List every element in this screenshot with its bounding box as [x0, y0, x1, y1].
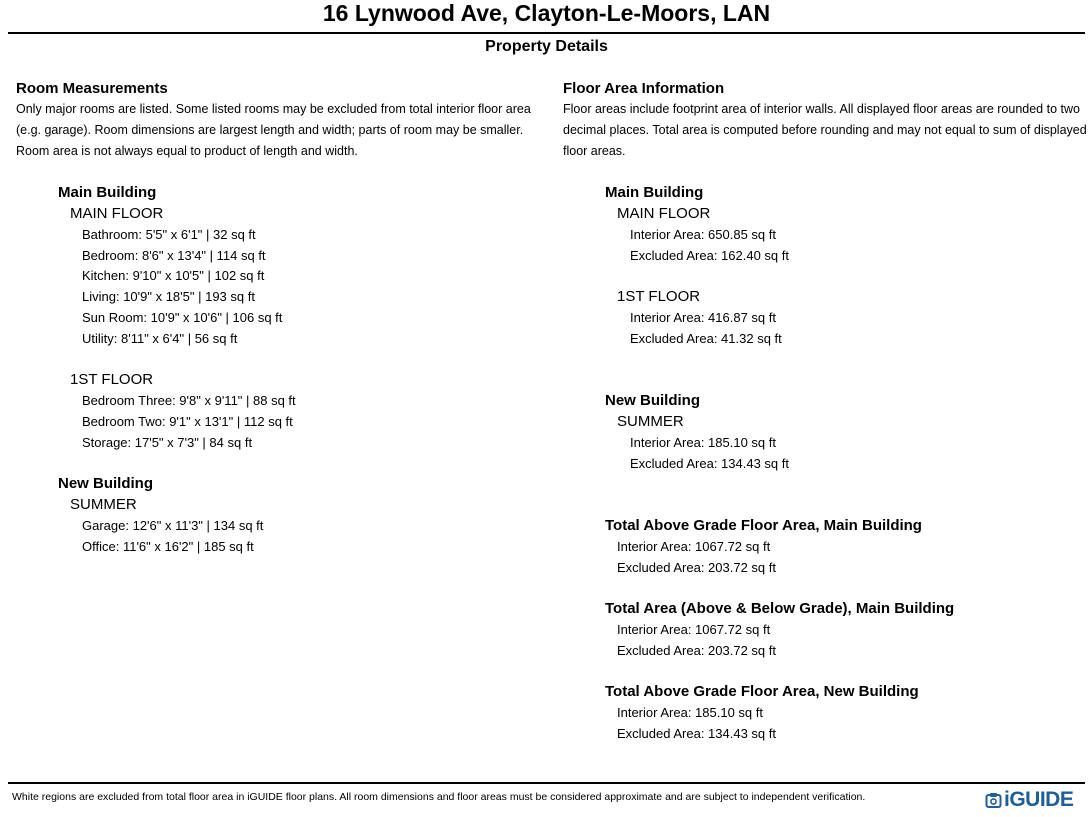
- excluded-area-row: Excluded Area: 41.32 sq ft: [630, 331, 782, 346]
- interior-area-row: Interior Area: 416.87 sq ft: [630, 310, 776, 325]
- building-heading: Main Building: [605, 184, 704, 201]
- total-heading: Total Above Grade Floor Area, New Building: [605, 683, 919, 700]
- room-row: Living: 10'9" x 18'5" | 193 sq ft: [82, 289, 255, 304]
- description-line: floor areas.: [563, 144, 626, 158]
- page-title: 16 Lynwood Ave, Clayton-Le-Moors, LAN: [322, 0, 771, 26]
- page-subtitle: Property Details: [485, 38, 608, 55]
- interior-area-row: Interior Area: 650.85 sq ft: [630, 227, 776, 242]
- excluded-area-row: Excluded Area: 162.40 sq ft: [630, 248, 789, 263]
- iguide-logo-text: iGUIDE: [1004, 788, 1074, 811]
- interior-area-row: Interior Area: 185.10 sq ft: [630, 435, 776, 450]
- footer-disclaimer: White regions are excluded from total floor area in iGUIDE floor plans. All room dimensions and floor areas must be considered approximate and are subject to independent verification.: [12, 791, 866, 803]
- interior-area-row: Interior Area: 1067.72 sq ft: [617, 622, 771, 637]
- floor-heading: 1ST FLOOR: [617, 288, 701, 305]
- room-row: Kitchen: 9'10" x 10'5" | 102 sq ft: [82, 268, 265, 283]
- floor-heading: MAIN FLOOR: [617, 205, 711, 222]
- total-heading: Total Above Grade Floor Area, Main Building: [605, 517, 922, 534]
- excluded-area-row: Excluded Area: 203.72 sq ft: [617, 643, 776, 658]
- excluded-area-row: Excluded Area: 134.43 sq ft: [630, 456, 789, 471]
- footer-divider: [8, 782, 1085, 784]
- description-line: Only major rooms are listed. Some listed rooms may be excluded from total interior floor area: [16, 102, 531, 116]
- excluded-area-row: Excluded Area: 134.43 sq ft: [617, 726, 776, 741]
- room-row: Bathroom: 5'5" x 6'1" | 32 sq ft: [82, 227, 256, 242]
- room-measurements-heading: Room Measurements: [16, 80, 168, 97]
- header-divider: [8, 32, 1085, 34]
- total-heading: Total Area (Above & Below Grade), Main Building: [605, 600, 955, 617]
- building-heading: New Building: [605, 392, 700, 409]
- description-line: Room area is not always equal to product of length and width.: [16, 144, 358, 158]
- room-row: Bedroom Two: 9'1" x 13'1" | 112 sq ft: [82, 414, 293, 429]
- interior-area-row: Interior Area: 1067.72 sq ft: [617, 539, 771, 554]
- room-row: Sun Room: 10'9" x 10'6" | 106 sq ft: [82, 310, 283, 325]
- room-row: Storage: 17'5" x 7'3" | 84 sq ft: [82, 435, 253, 450]
- room-row: Office: 11'6" x 16'2" | 185 sq ft: [82, 539, 254, 554]
- floor-area-description: [563, 99, 1089, 162]
- building-heading: New Building: [58, 475, 153, 492]
- iguide-logo-icon: [985, 792, 1002, 809]
- floor-heading: SUMMER: [617, 413, 684, 430]
- description-line: decimal places. Total area is computed before rounding and may not equal to sum of displayed: [563, 123, 1087, 137]
- room-row: Bedroom Three: 9'8" x 9'11" | 88 sq ft: [82, 393, 296, 408]
- description-line: Floor areas include footprint area of interior walls. All displayed floor areas are rounded to two: [563, 102, 1080, 116]
- floor-heading: 1ST FLOOR: [70, 371, 154, 388]
- floor-heading: MAIN FLOOR: [70, 205, 164, 222]
- building-heading: Main Building: [58, 184, 157, 201]
- room-row: Bedroom: 8'6" x 13'4" | 114 sq ft: [82, 248, 266, 263]
- room-row: Utility: 8'11" x 6'4" | 56 sq ft: [82, 331, 238, 346]
- description-line: (e.g. garage). Room dimensions are largest length and width; parts of room may be smaller.: [16, 123, 524, 137]
- excluded-area-row: Excluded Area: 203.72 sq ft: [617, 560, 776, 575]
- interior-area-row: Interior Area: 185.10 sq ft: [617, 705, 763, 720]
- room-row: Garage: 12'6" x 11'3" | 134 sq ft: [82, 518, 264, 533]
- floor-heading: SUMMER: [70, 496, 137, 513]
- iguide-logo: [985, 787, 1073, 813]
- floor-area-heading: Floor Area Information: [563, 80, 725, 97]
- room-measurements-description: [16, 99, 546, 162]
